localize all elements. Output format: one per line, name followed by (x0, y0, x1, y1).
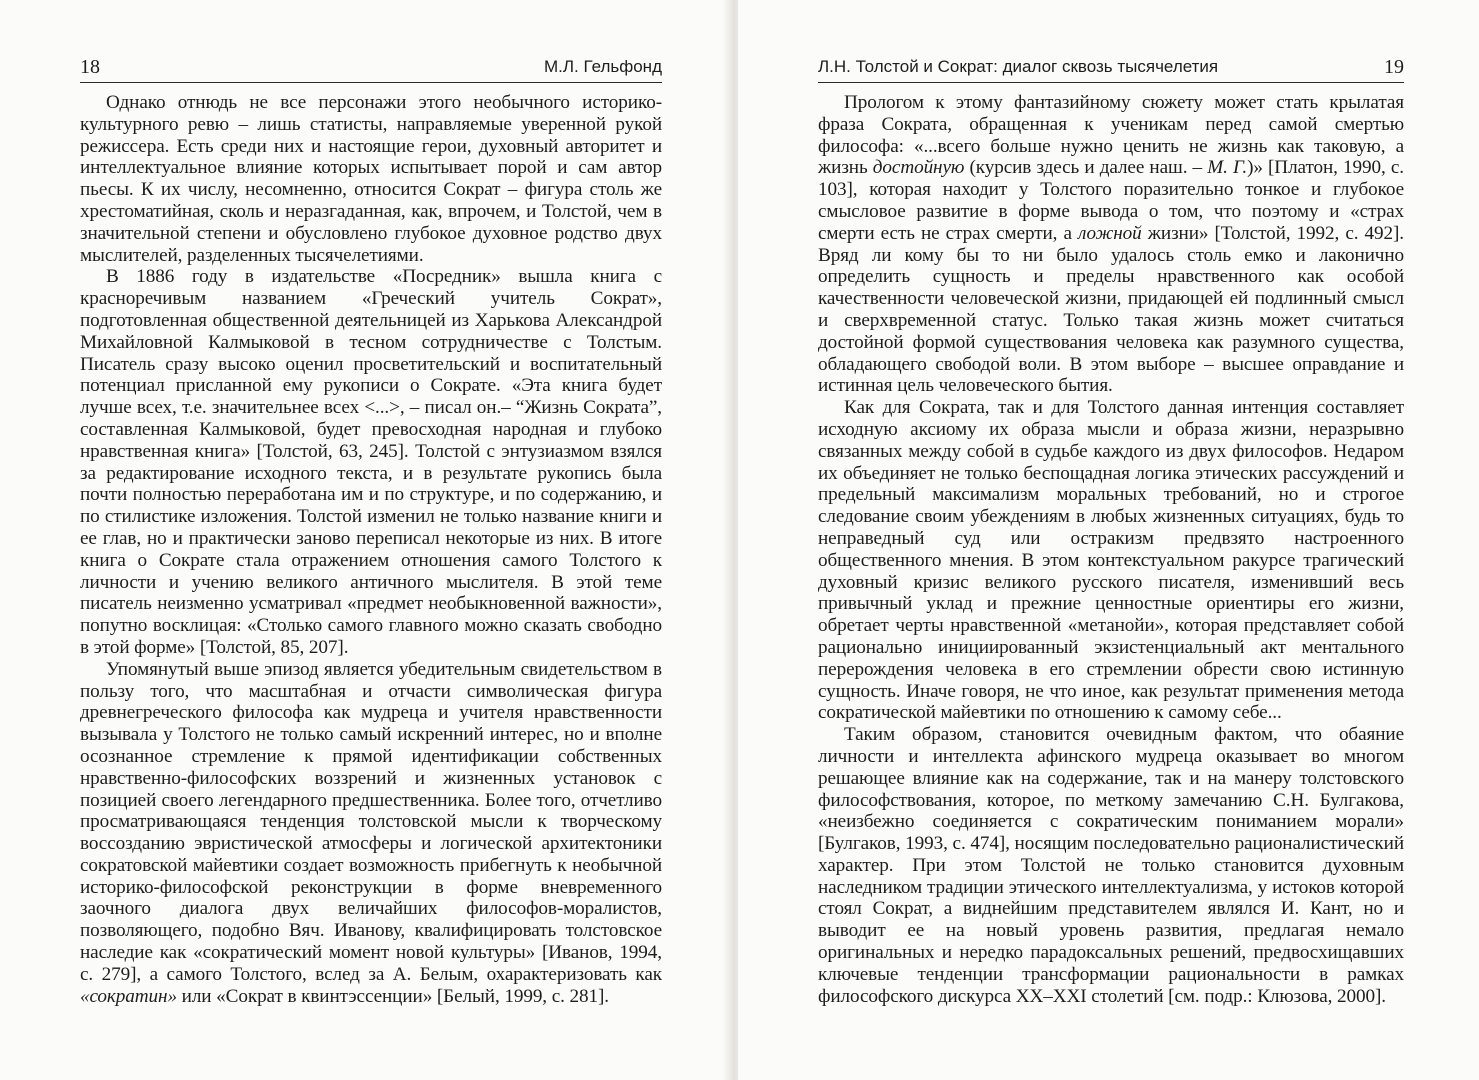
italic-text: М. Г. (1207, 157, 1248, 179)
right-page-header (818, 52, 1404, 83)
paragraph (818, 724, 1404, 1007)
text-run: Упомянутый выше эпизод является убедительным свидетельством в пользу того, что масштабная и отчасти символическая фигура древнегреческого философа как мудреца и учителя нравственности вызывала у Толстого не только самый искренний интерес, но и вполне осознанное стремление к прямой идентификации собственных нравственно-философских воззрений и жизненных установок с позицией своего легендарного предшественника. Более того, отчетливо просматривающаяся тенденция толстовской мысли к творческому воссозданию эвристической атмосферы и логической архитектоники сократовской майевтики создает возможность прибегнуть к необычной историко-философской реконструкции в форме вневременного заочного диалога двух величайших философов-моралистов, позволяющего, подобно Вяч. Иванову, квалифицировать толстовское наследие как «сократический момент новой культуры» [Иванов, 1994, с. 279], а самого Толстого, вслед за А. Белым, охарактеризовать как (80, 658, 662, 985)
text-run: Таким образом, становится очевидным фактом, что обаяние личности и интеллекта афинского мудреца оказывает во многом решающее влияние как на содержание, так и на манеру толстовского философствования, которое, по меткому замечанию С.Н. Булгакова, «неизбежно соединяется с сократическим пониманием морали» [Булгаков, 1993, с. 474], носящим последовательно рационалистический характер. При этом Толстой не только становится духовным наследником традиции этического интеллектуализма, у истоков которой стоял Сократ, а виднейшим представителем являлся И. Кант, но и выводит ее на новый уровень развития, предлагая немало оригинальных и нередко парадоксальных решений, предвосхищавших ключевые тенденции трансформации рациональности в рамках философского дискурса XX–XXI столетий [см. подр.: Клюзова, 2000]. (818, 724, 1404, 1007)
text-run: Как для Сократа, так и для Толстого данная интенция составляет исходную аксиому их образа мысли и образа жизни, неразрывно связанных между собой в судьбе каждого из двух философов. Недаром их объединяет не только беспощадная логика этических рассуждений и предельный максимализм моральных требований, но и строгое следование своим убеждениям в любых жизненных ситуациях, будь то неправедный суд или остракизм предвзято настроенного общественного мнения. В этом контекстуальном ракурсе трагический духовный кризис великого русского писателя, изменивший весь привычный уклад и прежние ценностные ориентиры его жизни, обретает черты нравственной «метанойи», которая представляет собой рационально инициированный экзистенциальный акт ментального перерождения человека в его стремлении обрести свою истинную сущность. Иначе говоря, не что иное, как результат применения метода сократической майевтики по отношению к самому себе... (818, 397, 1404, 724)
italic-text: достойную (872, 157, 965, 179)
text-run: В 1886 году в издательстве «Посредник» вышла книга с красноречивым названием «Греческий учитель Сократ», подготовленная общественной деятельницей из Харькова Александрой Михайловной Калмыковой в тесном сотрудничестве с Толстым. Писатель сразу высоко оценил просветительский и воспитательный потенциал присланной ему рукописи о Сократе. «Эта книга будет лучше всех, т.е. значительнее всех <...>, – писал он.– “Жизнь Сократа”, составленная Калмыковой, будет превосходная народная и глубоко нравственная книга» [Толстой, 63, 245]. Толстой с энтузиазмом взялся за редактирование исходного текста, и в результате рукопись была почти полностью переработана им и по структуре, и по содержанию, и по стилистике изложения. Толстой изменил не только название книги и ее глав, но и практически заново переписал некоторые из них. В итоге книга о Сократе стала отражением отношения самого Толстого к личности и учению великого античного мыслителя. В этой теме писатель неизменно усматривал «предмет необыкновенной важности», попутно восклицая: «Столько самого главного можно сказать свободно в этой форме» [Толстой, 85, 207]. (80, 266, 662, 658)
italic-text: «сократин» (80, 985, 177, 1007)
text-run: Прологом к этому фантазийному сюжету может стать крылатая фраза Сократа, обращенная к ученикам перед самой смертью философа: «...всего больше нужно ценить не жизнь как таковую, а жизнь (818, 92, 1404, 179)
page-number: 19 (1384, 56, 1404, 78)
running-head: М.Л. Гельфонд (544, 57, 662, 76)
right-page (738, 0, 1479, 1080)
paragraph (80, 659, 662, 1008)
text-run: жизни» [Толстой, 1992, с. 492]. Вряд ли кому бы то ни было удалось столь емко и лаконично определить сущность и пределы нравственного как особой качественности человеческой жизни, придающей ей подлинный смысл и сверхвременной статус. Только такая жизнь может считаться достойной формой существования человека как разумного существа, обладающего свободой воли. В этом выборе – высшее оправдание и истинная цель человеческого бытия. (818, 222, 1404, 397)
page-number: 18 (80, 56, 100, 78)
paragraph (818, 92, 1404, 397)
paragraph (818, 397, 1404, 724)
left-page (0, 0, 728, 1080)
running-head: Л.Н. Толстой и Сократ: диалог сквозь тысячелетия (818, 57, 1219, 76)
left-page-body (80, 92, 662, 1007)
text-run: или «Сократ в квинтэссенции» [Белый, 1999, с. 281]. (176, 985, 609, 1007)
paragraph (80, 266, 662, 658)
text-run: )» [Платон, 1990, с. 103], которая находит у Толстого поразительно тонкое и глубокое смысловое развитие в форме вывода о том, что поэтому и «страх смерти есть не страх смерти, а (818, 157, 1404, 244)
left-page-header (80, 52, 662, 83)
paragraph (80, 92, 662, 266)
text-run: (курсив здесь и далее наш. – (964, 157, 1208, 179)
italic-text: ложной (1077, 222, 1142, 244)
text-run: Однако отнюдь не все персонажи этого необычного историко-культурного ревю – лишь статисты, направляемые уверенной рукой режиссера. Есть среди них и настоящие герои, духовный авторитет и интеллектуальное влияние которых испытывает порой и сам автор пьесы. К их числу, несомненно, относится Сократ – фигура столь же хрестоматийная, сколь и неразгаданная, как, впрочем, и Толстой, чем в значительной степени и обусловлено глубокое духовное родство двух мыслителей, разделенных тысячелетиями. (80, 92, 662, 266)
right-page-body (818, 92, 1404, 1007)
